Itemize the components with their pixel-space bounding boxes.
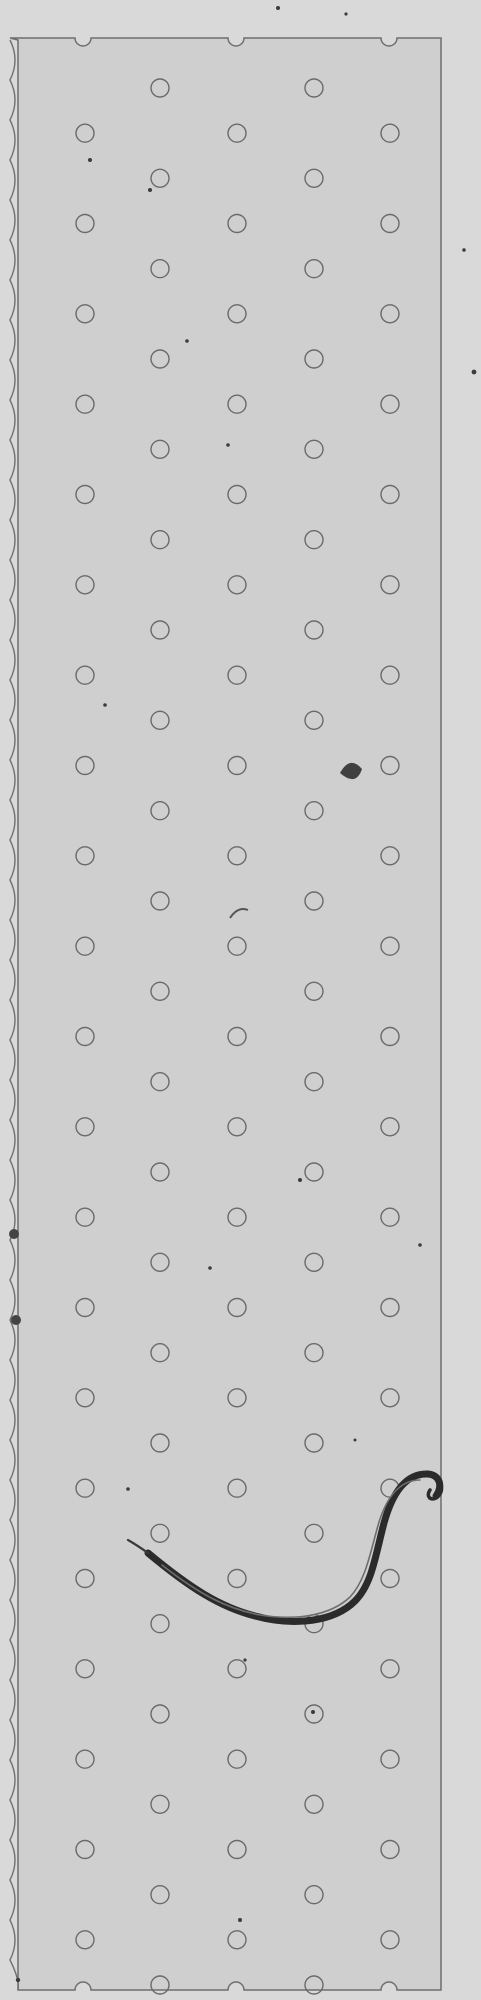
debris-speck xyxy=(88,158,92,162)
debris-speck xyxy=(11,1315,21,1325)
debris-speck xyxy=(16,1978,20,1982)
debris-speck xyxy=(311,1710,315,1714)
debris-speck xyxy=(472,370,477,375)
debris-speck xyxy=(148,188,152,192)
chamber xyxy=(10,38,441,1990)
debris-speck xyxy=(208,1266,212,1270)
debris-speck xyxy=(276,6,280,10)
chamber-outline xyxy=(10,38,441,1990)
debris-speck xyxy=(462,248,466,252)
debris-speck xyxy=(226,443,230,447)
debris-speck xyxy=(418,1243,422,1247)
debris-speck xyxy=(185,339,189,343)
debris-speck xyxy=(103,703,107,707)
debris-speck xyxy=(354,1439,357,1442)
debris-speck xyxy=(298,1178,302,1182)
debris-speck xyxy=(243,1658,246,1661)
debris-speck xyxy=(9,1229,19,1239)
debris-speck xyxy=(126,1487,130,1491)
debris-speck xyxy=(238,1918,242,1922)
debris-speck xyxy=(344,12,347,15)
